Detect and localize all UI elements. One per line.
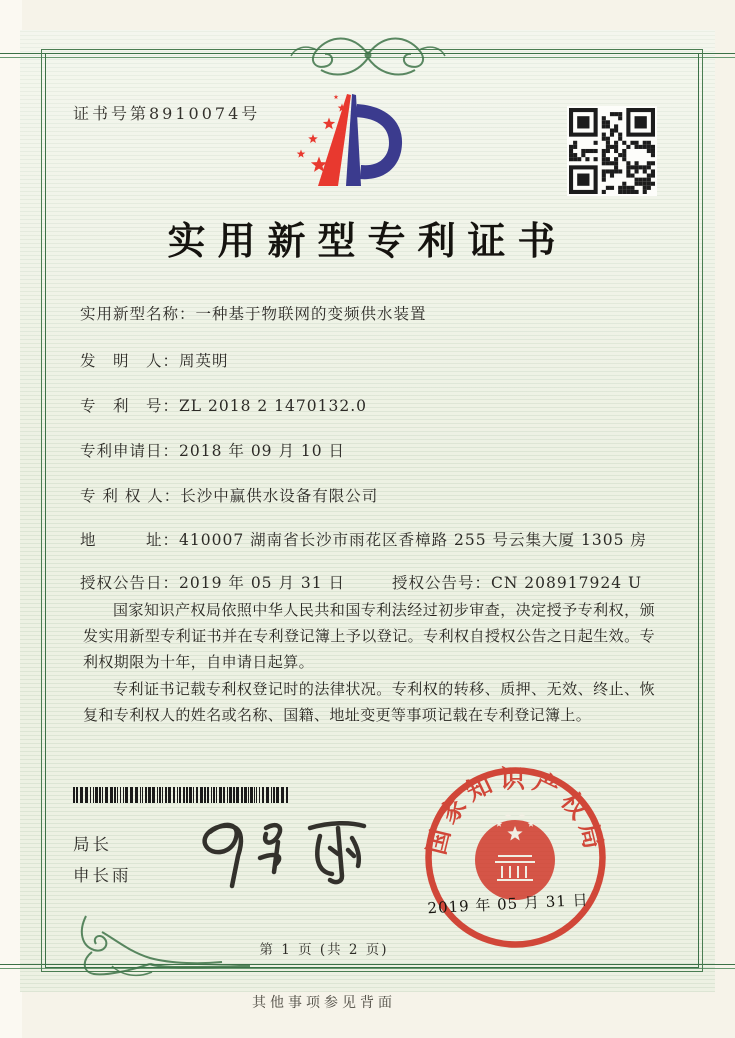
field-value: 长沙中赢供水设备有限公司 [180, 487, 379, 505]
field-value: CN 208917924 U [490, 574, 643, 592]
official-seal [418, 760, 613, 955]
field-patent-number [80, 394, 367, 416]
national-emblem [475, 813, 555, 901]
seal-arc-text: 国家知识产权局 [421, 764, 610, 858]
legal-paragraph-1: 国家知识产权局依照中华人民共和国专利法经过初步审查，决定授予专利权，颁发实用新型专利证书并在专利登记簿上予以登记。专利权自授权公告之日起生效。专利权期限为十年，自申请日起算。 [83, 601, 655, 671]
logo-wedges [318, 94, 402, 186]
field-value: 2019 年 05 月 31 日 [179, 574, 346, 592]
field-label: 专利申请日： [80, 442, 180, 460]
corner-flourish [72, 912, 252, 984]
field-label: 发 明 人： [80, 352, 180, 370]
field-value: 2018 年 09 月 10 日 [179, 442, 346, 460]
field-label: 授权公告日： [80, 574, 180, 592]
seal-date: 2019 年 05 月 31 日 [427, 890, 589, 918]
handwritten-signature [180, 798, 390, 898]
back-note: 其他事项参见背面 [252, 995, 396, 1011]
field-label: 地 址： [80, 531, 180, 549]
field-filing-date [80, 439, 345, 461]
field-label: 专 利 号： [80, 397, 180, 415]
qr-code [567, 106, 657, 196]
field-label: 授权公告号： [391, 574, 491, 592]
legal-paragraph-2: 专利证书记载专利权登记时的法律状况。专利权的转移、质押、无效、终止、恢复和专利权人的姓名或名称、国籍、地址变更等事项记载在专利登记簿上。 [83, 680, 655, 725]
grant-date-pair [80, 571, 386, 593]
commissioner-title: 局长 [73, 835, 112, 854]
commissioner-name: 申长雨 [73, 866, 132, 885]
field-address [80, 528, 647, 550]
field-inventor [80, 349, 229, 371]
field-value: ZL 2018 2 1470132.0 [179, 397, 367, 415]
field-value: 一种基于物联网的变频供水装置 [195, 305, 427, 323]
certificate-number: 证书号第8910074号 [73, 104, 261, 123]
legal-text [83, 598, 655, 731]
certificate-title: 实用新型专利证书 [167, 218, 568, 263]
field-label: 专 利 权 人： [80, 487, 181, 505]
photo-edge [0, 0, 22, 1038]
field-invention-name [80, 302, 427, 324]
field-patentee [80, 484, 378, 506]
field-value: 周英明 [179, 352, 229, 370]
field-grant-row [80, 571, 642, 593]
field-label: 实用新型名称： [80, 305, 196, 323]
cnipa-logo [288, 88, 418, 202]
grant-number-pair [392, 574, 642, 592]
top-ornament [243, 26, 493, 84]
page-number: 第 1 页 (共 2 页) [259, 942, 389, 958]
field-value: 410007 湖南省长沙市雨花区香樟路 255 号云集大厦 1305 房 [179, 531, 647, 549]
